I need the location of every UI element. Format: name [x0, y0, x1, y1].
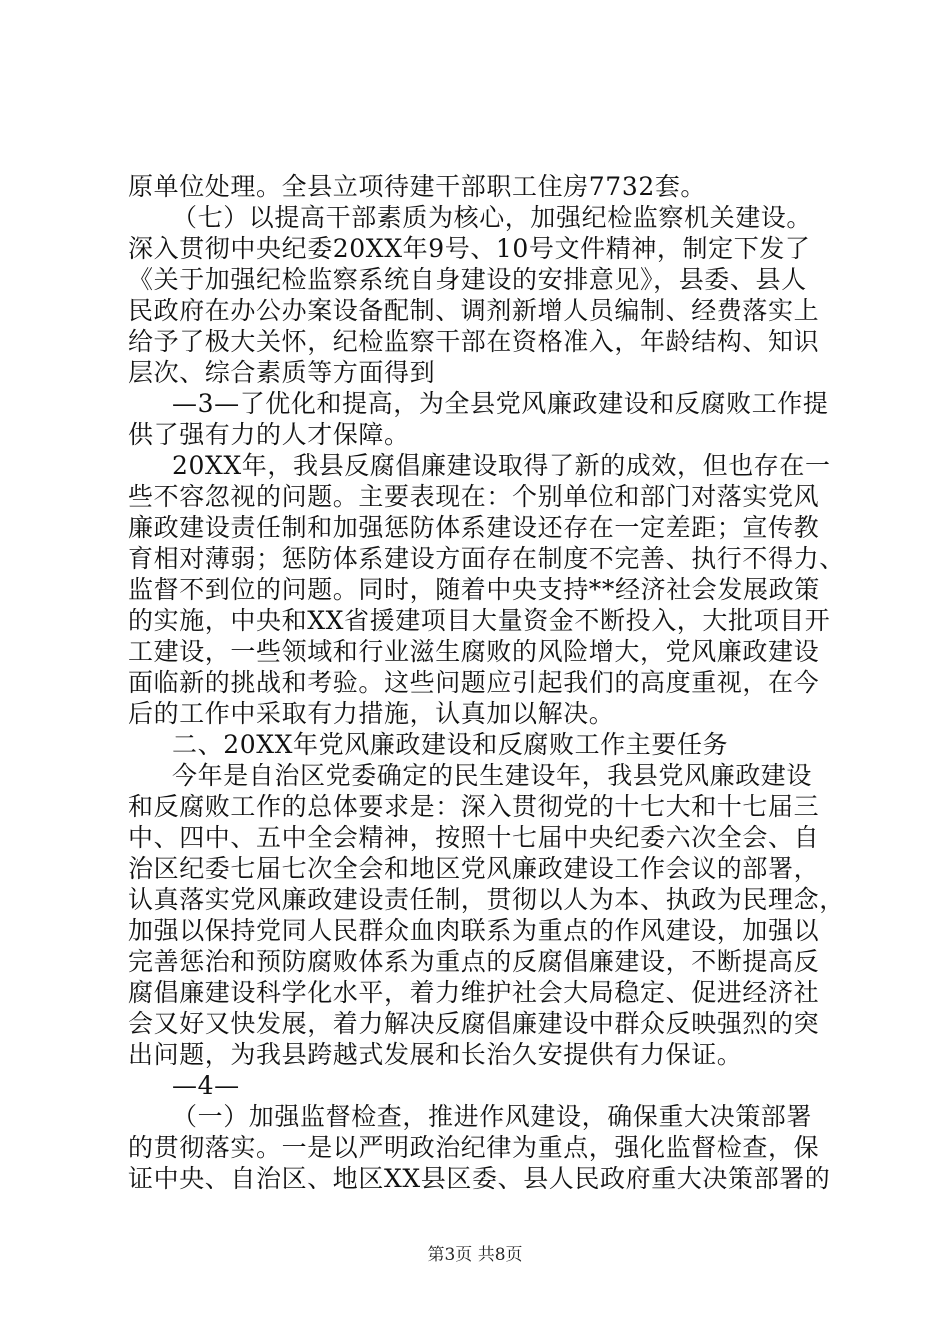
text-line: —3—了优化和提高，为全县党风廉政建设和反腐败工作提: [172, 389, 829, 418]
text-line: 供了强有力的人才保障。: [128, 420, 410, 449]
text-line: 层次、综合素质等方面得到: [128, 358, 436, 387]
text-line: 监督不到位的问题。同时，随着中央支持**经济社会发展政策: [128, 575, 820, 604]
text-line: 后的工作中采取有力措施，认真加以解决。: [128, 699, 615, 728]
text-line: （一）加强监督检查，推进作风建设，确保重大决策部署: [172, 1102, 813, 1131]
text-line: 深入贯彻中央纪委20XX年9号、10号文件精神，制定下发了: [128, 234, 811, 263]
text-line: 《关于加强纪检监察系统自身建设的安排意见》，县委、县人: [128, 265, 807, 294]
text-line: 治区纪委七届七次全会和地区党风廉政建设工作会议的部署，: [128, 854, 820, 883]
text-line: 会又好又快发展，着力解决反腐倡廉建设中群众反映强烈的突: [128, 1009, 820, 1038]
text-line: 和反腐败工作的总体要求是：深入贯彻党的十七大和十七届三: [128, 792, 820, 821]
text-line: 今年是自治区党委确定的民生建设年，我县党风廉政建设: [172, 761, 813, 790]
text-line: 出问题，为我县跨越式发展和长治久安提供有力保证。: [128, 1040, 743, 1069]
text-line: 加强以保持党同人民群众血肉联系为重点的作风建设，加强以: [128, 916, 820, 945]
text-line: 原单位处理。全县立项待建干部职工住房7732套。: [128, 172, 707, 201]
text-line: 腐倡廉建设科学化水平，着力维护社会大局稳定、促进经济社: [128, 978, 820, 1007]
text-line: 些不容忽视的问题。主要表现在：个别单位和部门对落实党风: [128, 482, 820, 511]
text-line: （七）以提高干部素质为核心，加强纪检监察机关建设。: [172, 203, 813, 232]
text-line: 完善惩治和预防腐败体系为重点的反腐倡廉建设，不断提高反: [128, 947, 820, 976]
page-footer: 第3页 共8页: [427, 1245, 523, 1265]
text-line: 的实施，中央和XX省援建项目大量资金不断投入，大批项目开: [128, 606, 831, 635]
text-line: 工建设，一些领域和行业滋生腐败的风险增大，党风廉政建设: [128, 637, 820, 666]
text-line: 20XX年，我县反腐倡廉建设取得了新的成效，但也存在一: [172, 451, 831, 480]
inline-page-number: —4—: [172, 1071, 240, 1100]
text-line: 育相对薄弱；惩防体系建设方面存在制度不完善、执行不得力、: [128, 544, 845, 573]
text-line: 面临新的挑战和考验。这些问题应引起我们的高度重视，在今: [128, 668, 820, 697]
text-line: 给予了极大关怀，纪检监察干部在资格准入，年龄结构、知识: [128, 327, 820, 356]
text-line: 的贯彻落实。一是以严明政治纪律为重点，强化监督检查，保: [128, 1133, 820, 1162]
section-heading: 二、20XX年党风廉政建设和反腐败工作主要任务: [172, 730, 729, 759]
text-line: 中、四中、五中全会精神，按照十七届中央纪委六次全会、自: [128, 823, 820, 852]
text-line: 民政府在办公办案设备配制、调剂新增人员编制、经费落实上: [128, 296, 820, 325]
text-line: 廉政建设责任制和加强惩防体系建设还存在一定差距；宣传教: [128, 513, 820, 542]
text-line: 认真落实党风廉政建设责任制，贯彻以人为本、执政为民理念，: [128, 885, 845, 914]
text-line: 证中央、自治区、地区XX县区委、县人民政府重大决策部署的: [128, 1164, 831, 1193]
